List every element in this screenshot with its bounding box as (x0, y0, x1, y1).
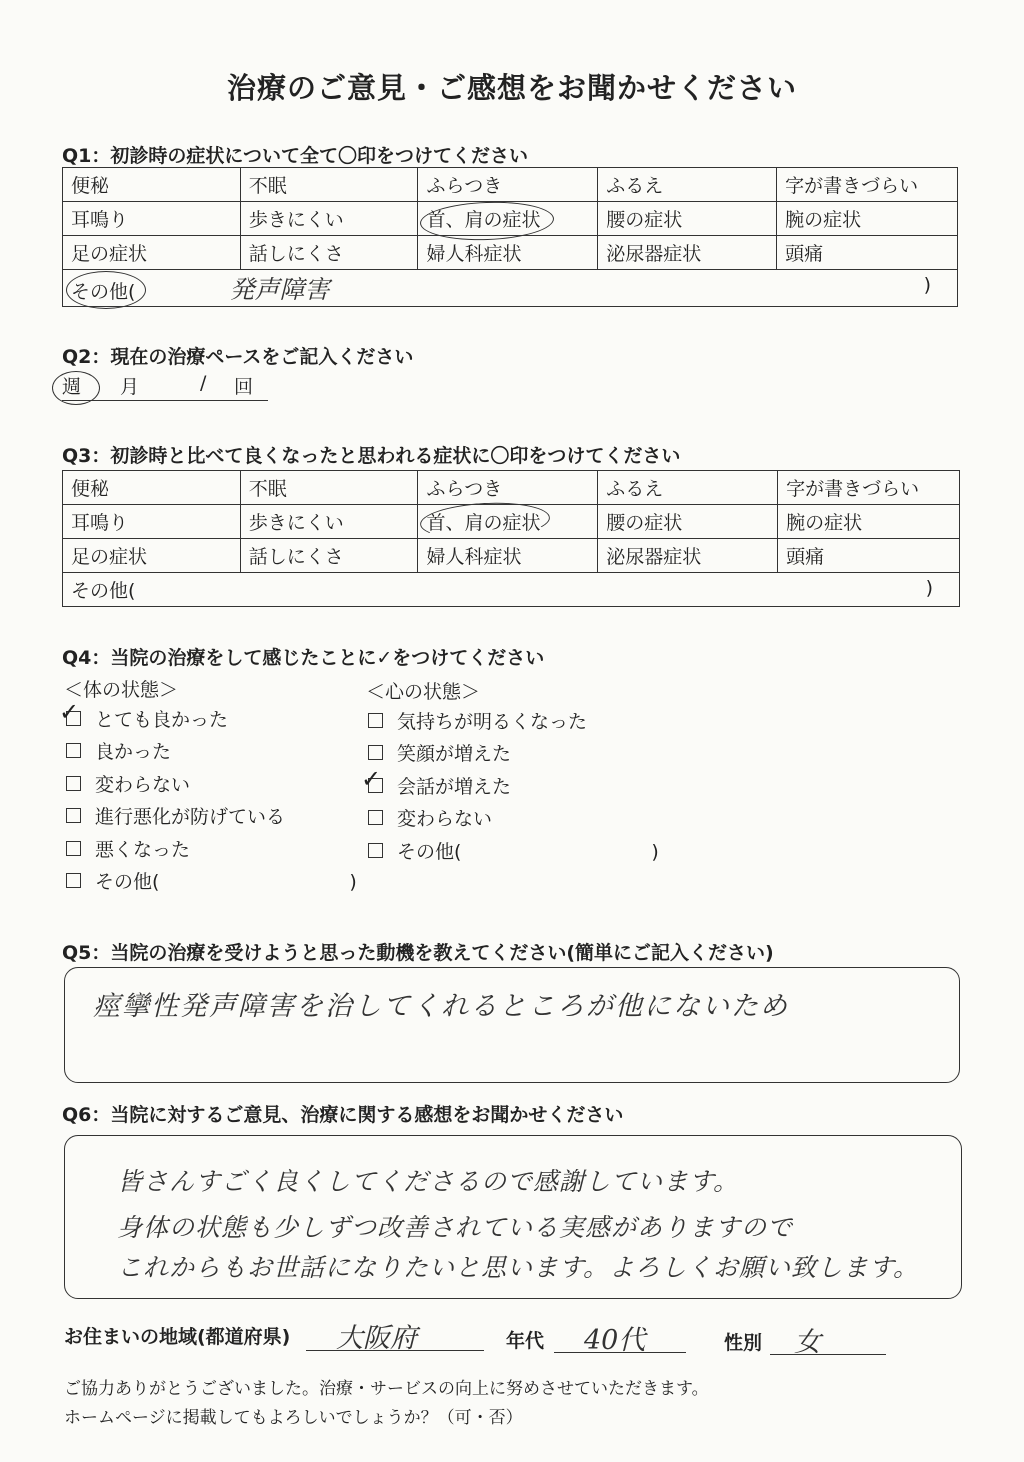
q2-month: 月 (120, 376, 140, 398)
table-row (63, 168, 958, 202)
q4-body-item: 変わらない (95, 773, 191, 796)
q3-cell[interactable]: ふるえ (598, 471, 778, 505)
checkbox[interactable] (361, 764, 383, 793)
q3-cell[interactable]: 頭痛 (778, 539, 960, 573)
thanks-text: ご協力ありがとうございました。治療・サービスの向上に努めさせていただきます。 (64, 1379, 709, 1399)
q1-cell[interactable]: 便秘 (63, 168, 241, 202)
q1-cell[interactable]: 不眠 (240, 168, 418, 202)
q1-cell[interactable]: ふるえ (598, 168, 777, 202)
q1-circle-other (66, 271, 146, 309)
q1-cell[interactable]: 話しにくさ (240, 236, 418, 270)
list-item[interactable] (368, 737, 659, 770)
homepage-consent-text: ホームページに掲載してもよろしいでしょうか？（可・否） (64, 1408, 523, 1428)
q3-cell[interactable]: 足の症状 (63, 539, 241, 573)
check-mark-icon: ✓ (59, 697, 80, 726)
sex-label: 性別 (724, 1332, 763, 1354)
q2-slash: / (200, 372, 207, 394)
q1-cell[interactable]: 泌尿器症状 (598, 236, 777, 270)
table-row (63, 539, 960, 573)
q1-cell[interactable]: 頭痛 (777, 236, 958, 270)
q5-heading: Q5：当院の治療を受けようと思った動機を教えてください(簡単にご記入ください) (62, 942, 774, 964)
q1-cell[interactable]: 腕の症状 (777, 202, 958, 236)
q1-cell[interactable]: 字が書きづらい (777, 168, 958, 202)
table-row (63, 270, 958, 307)
q3-cell[interactable]: 歩きにくい (240, 505, 418, 539)
q1-other-answer: 発声障害 (229, 275, 330, 304)
q4-body-label: ＜体の状態＞ (64, 679, 179, 701)
q3-other-cell[interactable] (63, 573, 960, 607)
sex-field[interactable] (770, 1324, 886, 1358)
q6-heading: Q6：当院に対するご意見、治療に関する感想をお聞かせください (62, 1104, 624, 1126)
q2-times: 回 (234, 376, 254, 398)
q3-cell[interactable]: ふらつき (418, 471, 598, 505)
region-field[interactable] (306, 1320, 484, 1354)
q3-cell[interactable]: 首、肩の症状 (418, 505, 598, 539)
page-title: 治療のご意見・ご感想をお聞かせください (226, 71, 797, 105)
age-field[interactable] (554, 1322, 686, 1356)
q6-answer-box[interactable] (64, 1135, 962, 1299)
q5-answer-box[interactable] (64, 967, 960, 1083)
q1-cell[interactable]: 腰の症状 (598, 202, 777, 236)
list-item[interactable] (66, 800, 357, 833)
checkbox[interactable] (66, 808, 81, 823)
check-mark-icon: ✓ (361, 764, 382, 793)
list-item[interactable] (66, 767, 357, 800)
q2-week: 週 (62, 376, 82, 398)
table-row (63, 236, 958, 270)
q1-cell[interactable]: 足の症状 (63, 236, 241, 270)
q4-body-item: 良かった (95, 741, 172, 764)
q5-answer-text: 痙攣性発声障害を治してくれるところが他にないため (93, 991, 789, 1022)
checkbox[interactable] (368, 745, 383, 760)
q3-cell[interactable]: 腰の症状 (598, 505, 778, 539)
q6-answer-line: 皆さんすごく良くしてくださるので感謝しています。 (117, 1167, 740, 1196)
region-value: 大阪府 (336, 1323, 417, 1354)
q1-other-cell[interactable] (63, 270, 958, 307)
q2-circle-week (52, 371, 100, 405)
region-label: お住まいの地域(都道府県) (64, 1326, 291, 1348)
q4-mind-item: 笑顔が増えた (397, 743, 512, 766)
q4-heading: Q4：当院の治療をして感じたことに✓をつけてください (62, 647, 545, 669)
checkbox[interactable] (66, 743, 81, 758)
q4-mind-item: 会話が増えた (397, 775, 512, 798)
checkbox[interactable] (368, 713, 383, 728)
checkbox[interactable] (368, 810, 383, 825)
q3-cell[interactable]: 不眠 (240, 471, 418, 505)
checkbox[interactable] (66, 873, 81, 888)
list-item[interactable] (66, 832, 357, 865)
table-row (63, 471, 960, 505)
q4-mind-label: ＜心の状態＞ (366, 681, 481, 703)
checkbox[interactable] (59, 697, 81, 726)
age-label: 年代 (506, 1330, 545, 1352)
q4-body-list (59, 697, 357, 897)
q4-mind-list (361, 704, 659, 867)
list-item[interactable] (59, 697, 357, 735)
q1-cell[interactable]: ふらつき (418, 168, 598, 202)
q1-other-label: その他( (71, 281, 136, 303)
q4-body-item: とても良かった (95, 708, 229, 731)
q4-body-item: 進行悪化が防げている (95, 806, 286, 829)
checkbox[interactable] (66, 776, 81, 791)
q3-cell[interactable]: 耳鳴り (63, 505, 241, 539)
list-item[interactable] (368, 802, 659, 835)
q3-cell[interactable]: 便秘 (63, 471, 241, 505)
q3-cell[interactable]: 泌尿器症状 (598, 539, 778, 573)
q3-improvement-table (62, 470, 960, 607)
age-value: 40代 (584, 1325, 646, 1356)
checkbox[interactable] (66, 841, 81, 856)
checkbox[interactable] (368, 843, 383, 858)
q3-other-label: その他( (71, 580, 136, 602)
q4-body-item: その他( ) (95, 871, 357, 894)
q6-answer-line: これからもお世話になりたいと思います。よろしくお願い致します。 (117, 1253, 920, 1282)
list-item[interactable] (368, 704, 659, 737)
q1-cell[interactable]: 耳鳴り (63, 202, 241, 236)
q3-other-close: ) (925, 577, 933, 599)
list-item[interactable] (368, 834, 659, 867)
q4-mind-item: その他( ) (397, 840, 659, 863)
list-item[interactable] (66, 735, 357, 768)
q1-cell[interactable]: 歩きにくい (240, 202, 418, 236)
q1-other-close: ) (923, 274, 931, 296)
q4-mind-item: 変わらない (397, 808, 493, 831)
q2-heading: Q2：現在の治療ペースをご記入ください (62, 346, 414, 368)
q4-body-item: 悪くなった (95, 838, 191, 861)
q3-cell[interactable]: 話しにくさ (240, 539, 418, 573)
q6-answer-line: 身体の状態も少しずつ改善されている実感がありますので (117, 1213, 794, 1242)
q3-cell[interactable]: 婦人科症状 (418, 539, 598, 573)
q4-mind-item: 気持ちが明るくなった (397, 710, 588, 733)
q1-cell[interactable]: 婦人科症状 (418, 236, 598, 270)
q3-cell[interactable]: 腕の症状 (778, 505, 960, 539)
q1-heading: Q1：初診時の症状について全て〇印をつけてください (62, 145, 528, 167)
sex-value: 女 (794, 1327, 821, 1358)
q3-cell[interactable]: 字が書きづらい (778, 471, 960, 505)
q1-cell[interactable]: 首、肩の症状 (418, 202, 598, 236)
list-item[interactable] (361, 764, 659, 802)
q3-heading: Q3：初診時と比べて良くなったと思われる症状に〇印をつけてください (62, 445, 681, 467)
table-row (63, 573, 960, 607)
list-item[interactable] (66, 865, 357, 898)
